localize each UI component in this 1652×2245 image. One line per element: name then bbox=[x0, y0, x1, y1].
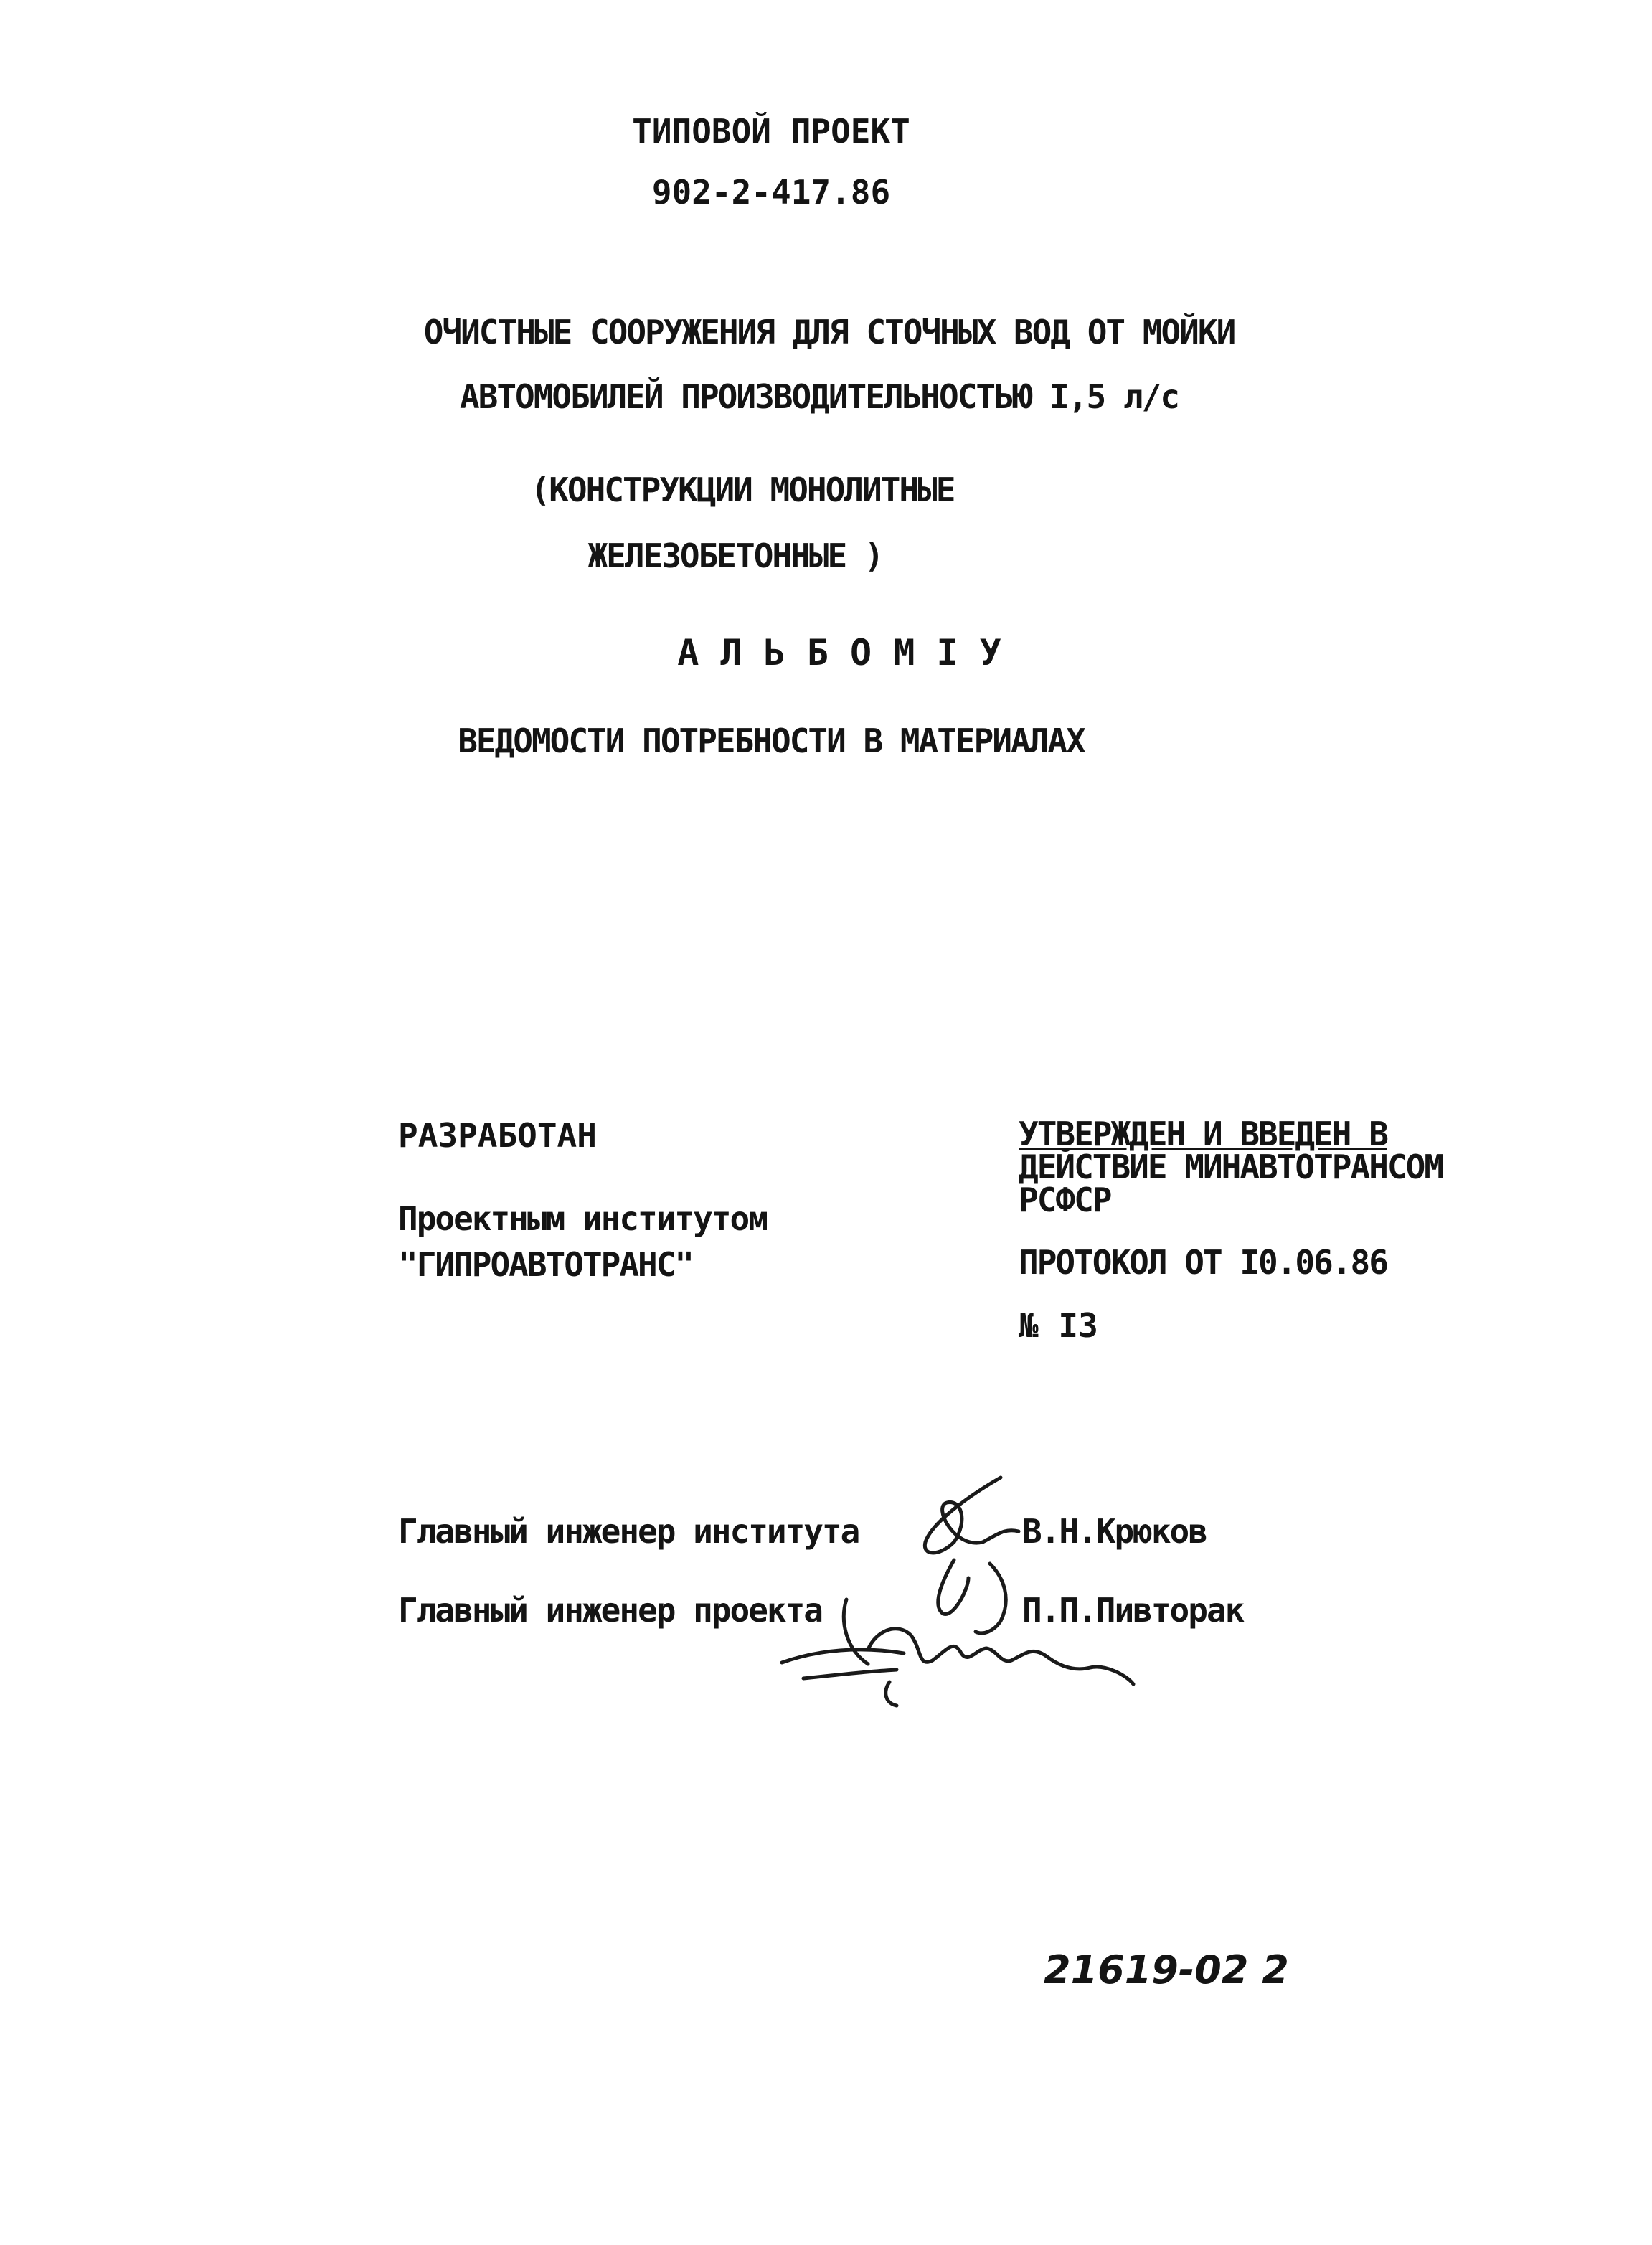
signature-stroke-4 bbox=[844, 1599, 868, 1664]
signature-stroke-2 bbox=[938, 1560, 968, 1614]
developed-org-name: "ГИПРОАВТОТРАНС" bbox=[398, 1245, 694, 1284]
inventory-number: 21619-02 2 bbox=[1044, 1947, 1289, 1993]
approved-number: № I3 bbox=[1019, 1306, 1098, 1345]
signature-stroke-3 bbox=[976, 1564, 1006, 1633]
signature-role-2: Главный инженер проекта bbox=[398, 1591, 822, 1630]
signature-stroke-6 bbox=[803, 1670, 897, 1678]
approved-line-1: УТВЕРЖДЕН И ВВЕДЕН В bbox=[1019, 1115, 1387, 1153]
signature-name-2: П.П.Пивторак bbox=[1022, 1591, 1244, 1630]
title-line-1: ОЧИСТНЫЕ СООРУЖЕНИЯ ДЛЯ СТОЧНЫХ ВОД ОТ МОЙКИ bbox=[423, 313, 1235, 351]
album-subtitle: ВЕДОМОСТИ ПОТРЕБНОСТИ В МАТЕРИАЛАХ bbox=[458, 722, 1085, 760]
signature-stroke-5 bbox=[782, 1650, 904, 1663]
developed-institute: Проектным институтом bbox=[398, 1199, 767, 1238]
signature-name-1: В.Н.Крюков bbox=[1022, 1512, 1207, 1551]
title-line-3: (КОНСТРУКЦИИ МОНОЛИТНЫЕ bbox=[530, 471, 955, 509]
signature-stroke-1 bbox=[925, 1478, 1019, 1553]
project-type: ТИПОВОЙ ПРОЕКТ bbox=[632, 112, 910, 151]
approved-line-2: ДЕЙСТВИЕ МИНАВТОТРАНСОМ bbox=[1019, 1148, 1443, 1186]
developed-heading: РАЗРАБОТАН bbox=[398, 1116, 597, 1155]
signature-stroke-8 bbox=[886, 1682, 897, 1706]
approved-line-3: РСФСР bbox=[1019, 1181, 1111, 1219]
album-label: А Л Ь Б О М I У bbox=[677, 632, 1001, 674]
title-line-4: ЖЕЛЕЗОБЕТОННЫЕ ) bbox=[587, 537, 883, 575]
project-number: 902-2-417.86 bbox=[651, 173, 891, 212]
signature-role-1: Главный инженер института bbox=[398, 1512, 859, 1551]
approved-protocol: ПРОТОКОЛ ОТ I0.06.86 bbox=[1019, 1243, 1387, 1282]
title-line-2: АВТОМОБИЛЕЙ ПРОИЗВОДИТЕЛЬНОСТЬЮ I,5 л/с bbox=[459, 377, 1179, 416]
signature-stroke-7 bbox=[868, 1629, 1133, 1684]
